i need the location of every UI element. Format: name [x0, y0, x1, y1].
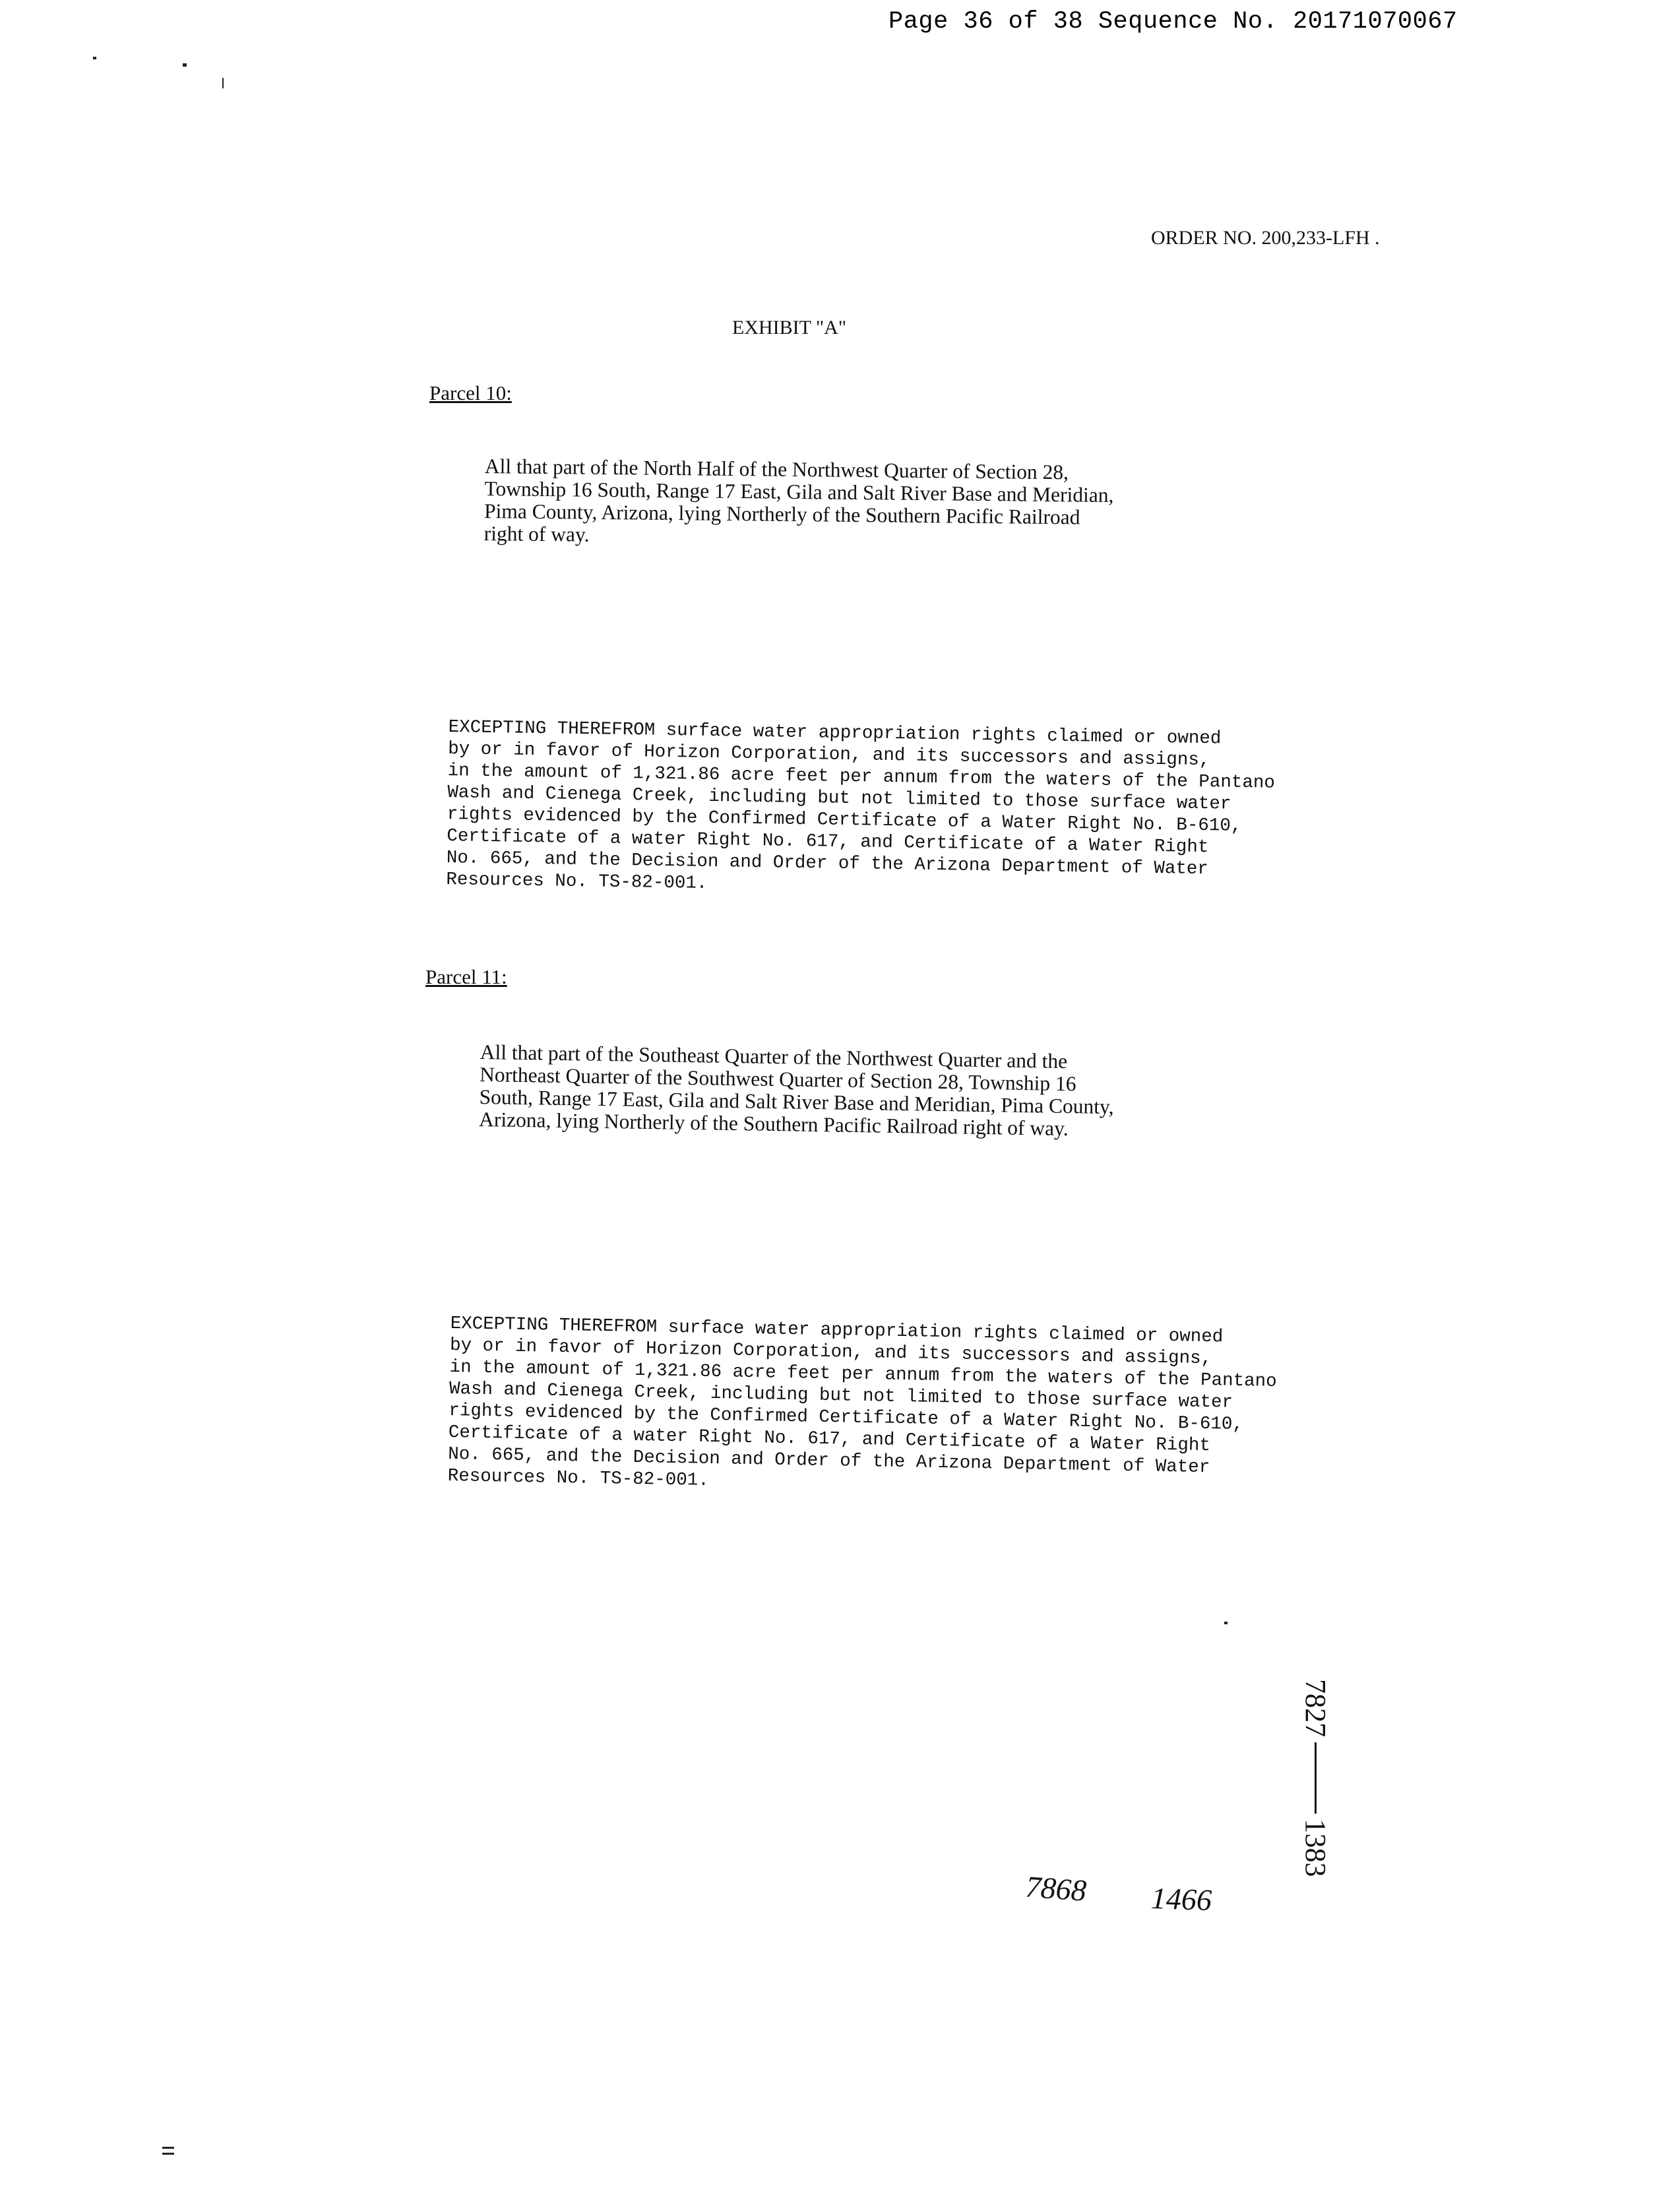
vertical-stamp-right: 1383 — [1299, 1819, 1332, 1877]
parcel-11-heading: Parcel 11: — [425, 965, 507, 988]
parcel-10-heading: Parcel 10: — [429, 381, 512, 404]
parcel-11-description: All that part of the Southeast Quarter of the Northwest Quarter and the Northeast Quarter of the Southwest Quarter of Section 28, Township 16 South, Range 17 East, Gila and Salt River Base and Meridian, Pima County, Arizona, lying Northerly of the Southern Pacific Railroad right of way. — [478, 1040, 1114, 1141]
scan-mark — [162, 2147, 174, 2149]
scan-mark — [162, 2153, 174, 2155]
scan-mark — [183, 63, 187, 67]
vertical-stamp-left: 7827 — [1299, 1679, 1332, 1737]
scan-mark — [1224, 1622, 1228, 1624]
recording-stamp-page: 1466 — [1150, 1881, 1212, 1917]
vertical-stamp-divider — [1315, 1742, 1317, 1814]
parcel-11-exception: EXCEPTING THEREFROM surface water appropriation rights claimed or owned by or in favor of Horizon Corporation, and its successors and assigns, in the amount of 1,321.86 acre feet per annum from the waters of the Pantano Wash and Cienega Creek, including but not limited to those surface water rights evidenced by the Confirmed Certificate of a Water Right No. B-610, Certificate of a water Right No. 617, and Certificate of a Water Right No. 665, and the Decision and Order of the Arizona Department of Water Resources No. TS-82-001. — [447, 1313, 1277, 1491]
exhibit-title: EXHIBIT "A" — [732, 317, 847, 338]
scan-mark — [93, 57, 96, 59]
parcel-10-description: All that part of the North Half of the Northwest Quarter of Section 28, Township 16 South, Range 17 East, Gila and Salt River Base and Meridian, Pima County, Arizona, lying Northerly of the Southern Pacific Railroad right of way. — [483, 455, 1114, 546]
vertical-stamp — [1299, 1679, 1332, 1877]
recording-stamp-docket: 7868 — [1024, 1869, 1088, 1908]
order-number: ORDER NO. 200,233-LFH . — [1151, 227, 1380, 249]
scan-mark — [222, 78, 224, 88]
parcel-10-exception: EXCEPTING THEREFROM surface water appropriation rights claimed or owned by or in favor of Horizon Corporation, and its successors and assigns, in the amount of 1,321.86 acre feet per annum from the waters of the Pantano Wash and Cienega Creek, including but not limited to those surface water rights evidenced by the Confirmed Certificate of a Water Right No. B-610, Certificate of a water Right No. 617, and Certificate of a Water Right No. 665, and the Decision and Order of the Arizona Department of Water Resources No. TS-82-001. — [446, 716, 1276, 894]
page-header: Page 36 of 38 Sequence No. 20171070067 — [888, 8, 1458, 36]
